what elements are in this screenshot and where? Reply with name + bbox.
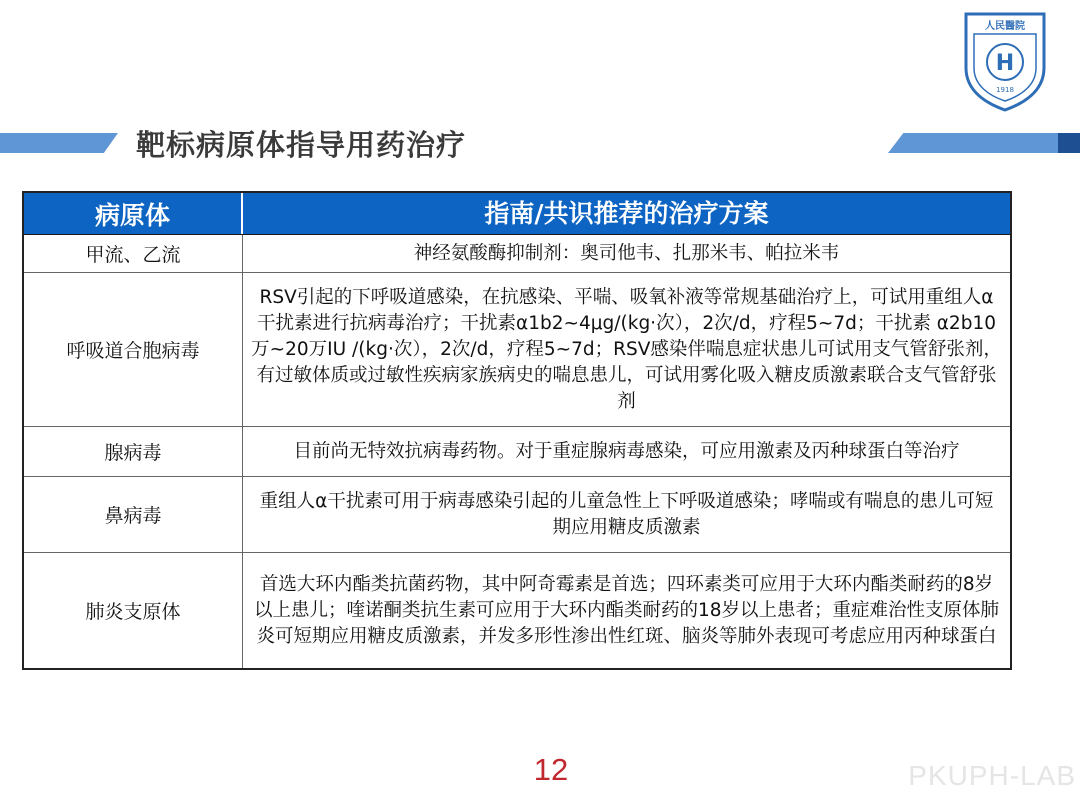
logo-year: 1918: [996, 86, 1014, 94]
table-row: [24, 427, 1010, 477]
hospital-logo-icon: [962, 10, 1048, 112]
header-band-left: [0, 133, 118, 153]
logo-monogram: H: [995, 51, 1015, 76]
pathogen-cell: 鼻病毒: [24, 477, 243, 552]
pathogen-cell: 肺炎支原体: [24, 553, 243, 668]
watermark: PKUPH-LAB: [908, 760, 1076, 791]
treatment-cell: 重组人α干扰素可用于病毒感染引起的儿童急性上下呼吸道感染；哮喘或有喘息的患儿可短期应用糖皮质激素: [259, 490, 994, 538]
treatment-cell: RSV引起的下呼吸道感染，在抗感染、平喘、吸氧补液等常规基础治疗上，可试用重组人α干扰素进行抗病毒治疗；干扰素α1b2~4μg/(kg·次），2次/d，疗程5~7d；干扰素 α2b10万~20万IU /(kg·次），2次/d，疗程5~7d；RSV感染伴喘息症状患儿可试用支气管舒张剂，有过敏体质或过敏性疾病家族病史的喘息患儿，可试用雾化吸入糖皮质激素联合支气管舒张剂: [251, 286, 1002, 412]
page-number: 12: [533, 752, 569, 787]
pathogen-cell: 呼吸道合胞病毒: [24, 273, 243, 426]
pathogen-cell: 甲流、乙流: [24, 235, 243, 272]
header-pathogen: 病原体: [24, 193, 243, 234]
table-row: [24, 477, 1010, 553]
treatment-cell: 首选大环内酯类抗菌药物，其中阿奇霉素是首选；四环素类可应用于大环内酯类耐药的8岁以上患儿；喹诺酮类抗生素可应用于大环内酯类耐药的18岁以上患者；重症难治性支原体肺炎可短期应用糖皮质激素，并发多形性渗出性红斑、脑炎等肺外表现可考虑应用丙种球蛋白: [253, 573, 1000, 647]
pathogen-cell: 腺病毒: [24, 427, 243, 476]
slide-title: 靶标病原体指导用药治疗: [136, 128, 467, 162]
logo-top-text: 人民醫院: [985, 21, 1025, 32]
treatment-cell: 神经氨酸酶抑制剂：奥司他韦、扎那米韦、帕拉米韦: [413, 242, 840, 264]
table-row: [24, 235, 1010, 273]
treatment-cell: 目前尚无特效抗病毒药物。对于重症腺病毒感染，可应用激素及丙种球蛋白等治疗: [293, 440, 960, 462]
header-treatment: 指南/共识推荐的治疗方案: [243, 193, 1010, 234]
table-row: [24, 553, 1010, 668]
treatment-table: [22, 191, 1012, 670]
table-header-row: [24, 193, 1010, 235]
table-row: [24, 273, 1010, 427]
header-band-right: [888, 133, 1080, 153]
